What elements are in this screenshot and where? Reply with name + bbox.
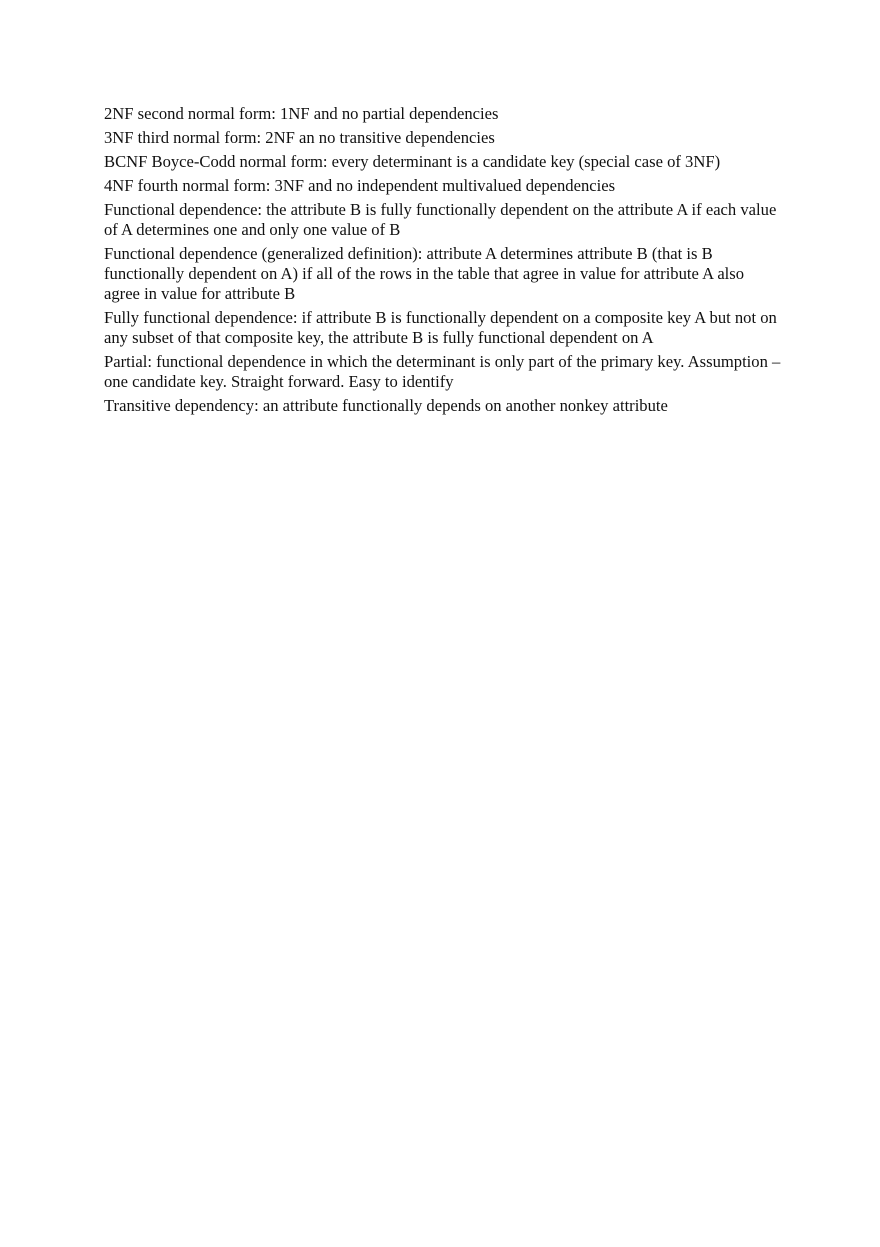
definition-partial-dependency: Partial: functional dependence in which the determinant is only part of the primary key. Assumption – one candidate key. Straight forward. Easy to identify <box>104 352 781 391</box>
definition-transitive-dependency: Transitive dependency: an attribute functionally depends on another nonkey attribute <box>104 396 668 415</box>
definition-3nf: 3NF third normal form: 2NF an no transitive dependencies <box>104 128 495 147</box>
definition-bcnf: BCNF Boyce-Codd normal form: every determinant is a candidate key (special case of 3NF) <box>104 152 721 171</box>
document-body <box>104 104 784 420</box>
definition-fully-functional-dependence: Fully functional dependence: if attribute B is functionally dependent on a composite key A but not on any subset of that composite key, the attribute B is fully functional dependent on A <box>104 308 777 347</box>
definition-4nf: 4NF fourth normal form: 3NF and no independent multivalued dependencies <box>104 176 616 195</box>
definition-functional-dependence-generalized: Functional dependence (generalized definition): attribute A determines attribute B (that is B functionally dependent on A) if all of the rows in the table that agree in value for attribute A also agree in value for attribute B <box>104 244 745 303</box>
definition-functional-dependence: Functional dependence: the attribute B is fully functionally dependent on the attribute A if each value of A determines one and only one value of B <box>104 200 777 239</box>
definition-2nf: 2NF second normal form: 1NF and no partial dependencies <box>104 104 499 123</box>
